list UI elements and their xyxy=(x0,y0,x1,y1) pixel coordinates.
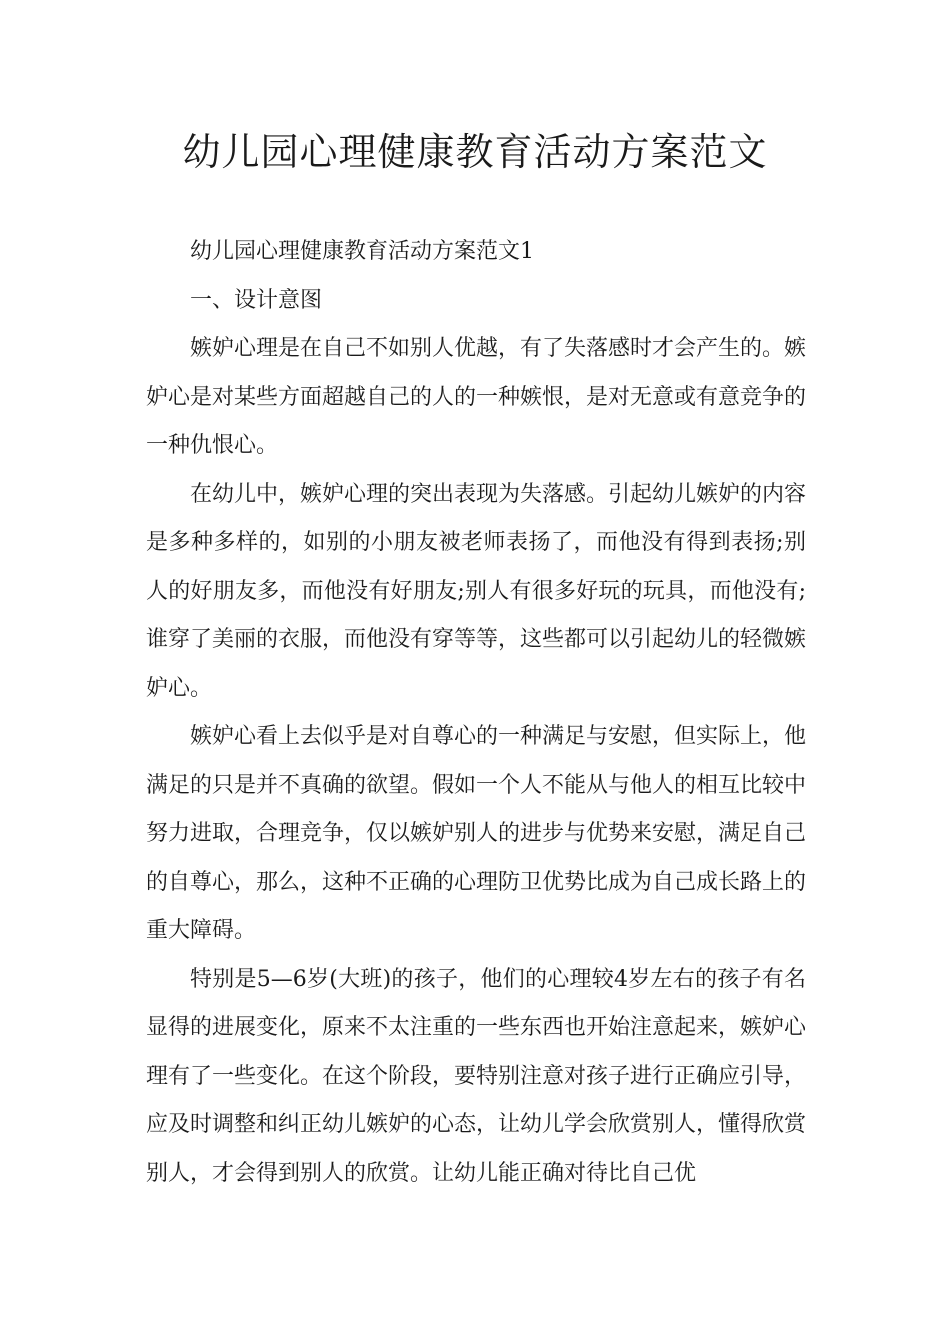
paragraph: 特别是5—6岁(大班)的孩子，他们的心理较4岁左右的孩子有名显得的进展变化，原来不太注重的一些东西也开始注意起来，嫉妒心理有了一些变化。在这个阶段，要特别注意对孩子进行正确应引导，应及时调整和纠正幼儿嫉妒的心态，让幼儿学会欣赏别人，懂得欣赏别人，才会得到别人的欣赏。让幼儿能正确对待比自己优 xyxy=(146,966,807,1186)
paragraph: 嫉妒心看上去似乎是对自尊心的一种满足与安慰，但实际上，他满足的只是并不真确的欲望。假如一个人不能从与他人的相互比较中努力进取，合理竞争，仅以嫉妒别人的进步与优势来安慰，满足自己的自尊心，那么，这种不正确的心理防卫优势比成为自己成长路上的重大障碍。 xyxy=(146,724,807,943)
section-heading: 一、设计意图 xyxy=(190,287,323,313)
document-subtitle: 幼儿园心理健康教育活动方案范文1 xyxy=(190,239,534,264)
paragraph: 嫉妒心理是在自己不如别人优越，有了失落感时才会产生的。嫉妒心是对某些方面超越自己的人的一种嫉恨，是对无意或有意竞争的一种仇恨心。 xyxy=(146,336,807,458)
document-body xyxy=(146,228,806,1198)
paragraph: 在幼儿中，嫉妒心理的突出表现为失落感。引起幼儿嫉妒的内容是多种多样的，如别的小朋友被老师表扬了，而他没有得到表扬;别人的好朋友多，而他没有好朋友;别人有很多好玩的玩具，而他没有;谁穿了美丽的衣服，而他没有穿等等，这些都可以引起幼儿的轻微嫉妒心。 xyxy=(146,481,807,701)
document-title: 幼儿园心理健康教育活动方案范文 xyxy=(182,130,768,174)
